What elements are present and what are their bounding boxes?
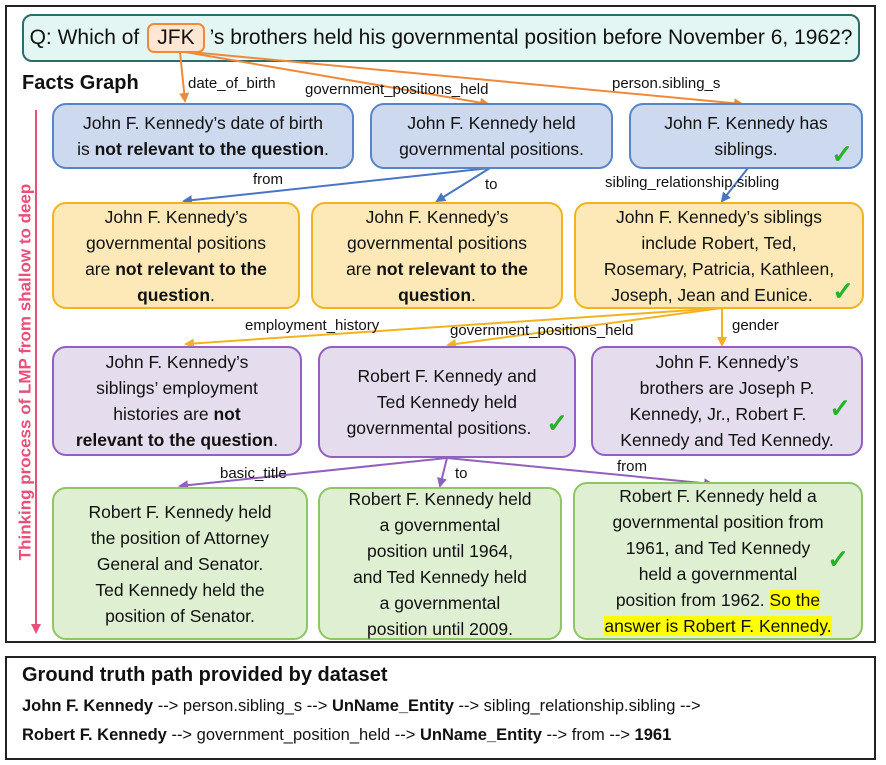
node-text: Kennedy and Ted Kennedy. xyxy=(620,430,834,450)
node-text: held a governmental xyxy=(638,564,798,584)
node-text: . xyxy=(324,139,329,159)
gt-entity: John F. Kennedy xyxy=(22,697,154,715)
node-text: governmental positions. xyxy=(346,418,532,438)
node-text: governmental positions. xyxy=(399,139,584,159)
node-text: . xyxy=(273,430,279,450)
node-text: 1961, and Ted Kennedy xyxy=(625,538,811,558)
node-text: John F. Kennedy’s xyxy=(655,352,799,372)
question-suffix: ’s brothers held his governmental position before November 6, 1962? xyxy=(209,26,853,49)
node-positions-until xyxy=(318,487,562,640)
node-text: Ted Kennedy held the xyxy=(95,579,265,600)
gt-entity: 1961 xyxy=(634,726,672,744)
node-text: John F. Kennedy held xyxy=(407,113,576,133)
side-label-text: Thinking process of LMP from shallow to deep xyxy=(15,183,35,561)
node-jfk-brothers xyxy=(591,346,863,456)
node-basic-title-positions xyxy=(52,487,308,640)
facts-graph-title: Facts Graph xyxy=(22,72,139,94)
node-text: is xyxy=(77,139,95,159)
node-positions-from-answer xyxy=(573,482,863,640)
node-text: governmental positions xyxy=(347,232,527,253)
node-text: the position of Attorney xyxy=(90,527,270,548)
check-icon: ✓ xyxy=(829,393,851,423)
node-text: include Robert, Ted, xyxy=(641,232,797,253)
edge-label-person-sibling-s: person.sibling_s xyxy=(612,75,721,92)
gt-text: --> from --> xyxy=(541,726,635,744)
node-text: histories are xyxy=(113,404,214,424)
node-text-bold: relevant to the question xyxy=(75,430,274,450)
edge-label-date-of-birth: date_of_birth xyxy=(188,75,276,92)
gt-text: --> person.sibling_s --> xyxy=(153,697,332,715)
node-text-bold: not relevant to the xyxy=(376,258,528,279)
edge-from-2 xyxy=(447,458,712,484)
node-text: Robert F. Kennedy held xyxy=(88,501,272,522)
node-text: John F. Kennedy’s xyxy=(104,206,248,227)
node-text: position until 2009. xyxy=(367,618,513,639)
ground-truth-title: Ground truth path provided by dataset xyxy=(22,664,388,686)
ground-truth-line-1 xyxy=(22,697,701,716)
edge-label-sibling-relationship: sibling_relationship.sibling xyxy=(605,174,780,191)
node-text: . xyxy=(210,284,215,305)
question-prefix: Q: Which of xyxy=(29,26,140,49)
node-jfk-siblings-list xyxy=(574,202,864,309)
node-text: position from 1962. xyxy=(615,590,770,610)
node-text: and Ted Kennedy held xyxy=(353,566,527,587)
node-jfk-held-positions xyxy=(370,103,613,169)
node-text: Rosemary, Patricia, Kathleen, xyxy=(603,258,835,279)
node-text: position of Senator. xyxy=(105,605,255,626)
node-text-bold: not xyxy=(213,404,241,424)
node-text: position until 1964, xyxy=(367,540,513,561)
node-rfk-ted-held-positions xyxy=(318,346,576,458)
question-entity-tag: JFK xyxy=(147,23,204,53)
edge-label-basic-title: basic_title xyxy=(220,465,287,482)
ground-truth-line-2 xyxy=(22,726,671,745)
node-text: John F. Kennedy’s xyxy=(365,206,509,227)
node-text: a governmental xyxy=(379,514,501,535)
edge-label-to-2: to xyxy=(455,465,468,482)
gt-entity: Robert F. Kennedy xyxy=(22,726,167,744)
edge-label-from-1: from xyxy=(253,171,283,188)
edge-label-government-positions-held-top: government_positions_held xyxy=(305,81,489,98)
node-text-bold: not relevant to the xyxy=(115,258,267,279)
node-text: are xyxy=(85,258,116,279)
check-icon: ✓ xyxy=(831,139,853,169)
check-icon: ✓ xyxy=(832,276,854,306)
node-text: John F. Kennedy has xyxy=(664,113,828,133)
edge-label-from-2: from xyxy=(617,458,647,475)
node-text-bold: question xyxy=(398,284,472,305)
node-text-bold: question xyxy=(137,284,211,305)
edge-label-gender: gender xyxy=(732,317,779,334)
edge-label-employment-history: employment_history xyxy=(245,317,380,334)
edge-label-to-1: to xyxy=(485,176,498,193)
node-jfk-has-siblings xyxy=(629,103,863,169)
node-text: John F. Kennedy’s siblings xyxy=(616,206,822,227)
node-text-bold: not relevant to the question xyxy=(94,139,325,159)
check-icon: ✓ xyxy=(827,544,849,574)
node-text: siblings’ employment xyxy=(96,378,258,398)
node-text: John F. Kennedy’s xyxy=(105,352,249,372)
node-text: are xyxy=(346,258,377,279)
gt-entity: UnName_Entity xyxy=(420,726,542,744)
gt-entity: UnName_Entity xyxy=(331,697,454,715)
gt-text: --> sibling_relationship.sibling --> xyxy=(453,697,701,715)
node-siblings-employment-irrelevant xyxy=(52,346,302,456)
node-text: governmental position from xyxy=(612,512,824,532)
node-text: brothers are Joseph P. xyxy=(639,378,815,398)
edge-date-of-birth xyxy=(180,52,185,101)
edge-to-2 xyxy=(440,458,447,486)
gt-text: --> government_position_held --> xyxy=(166,726,420,744)
node-text: Joseph, Jean and Eunice. xyxy=(611,284,813,305)
node-jfk-positions-irrelevant-2 xyxy=(311,202,563,309)
answer-highlight: answer is Robert F. Kennedy. xyxy=(604,616,832,636)
node-text: Robert F. Kennedy and xyxy=(357,366,537,386)
node-text: John F. Kennedy’s date of birth xyxy=(83,113,323,133)
node-text: Robert F. Kennedy held a xyxy=(619,486,817,506)
node-text: Kennedy, Jr., Robert F. xyxy=(629,404,807,424)
node-text: governmental positions xyxy=(86,232,266,253)
node-text: Ted Kennedy held xyxy=(376,392,518,412)
edge-label-government-positions-held-mid: government_positions_held xyxy=(450,322,634,339)
node-text: a governmental xyxy=(379,592,501,613)
node-text: . xyxy=(471,284,476,305)
node-text: General and Senator. xyxy=(96,553,264,574)
answer-highlight: So the xyxy=(769,590,821,610)
node-text: Robert F. Kennedy held xyxy=(348,488,532,509)
node-text: siblings. xyxy=(714,139,778,159)
check-icon: ✓ xyxy=(546,408,568,438)
node-jfk-positions-irrelevant-1 xyxy=(52,202,300,309)
node-jfk-date-of-birth xyxy=(52,103,354,169)
